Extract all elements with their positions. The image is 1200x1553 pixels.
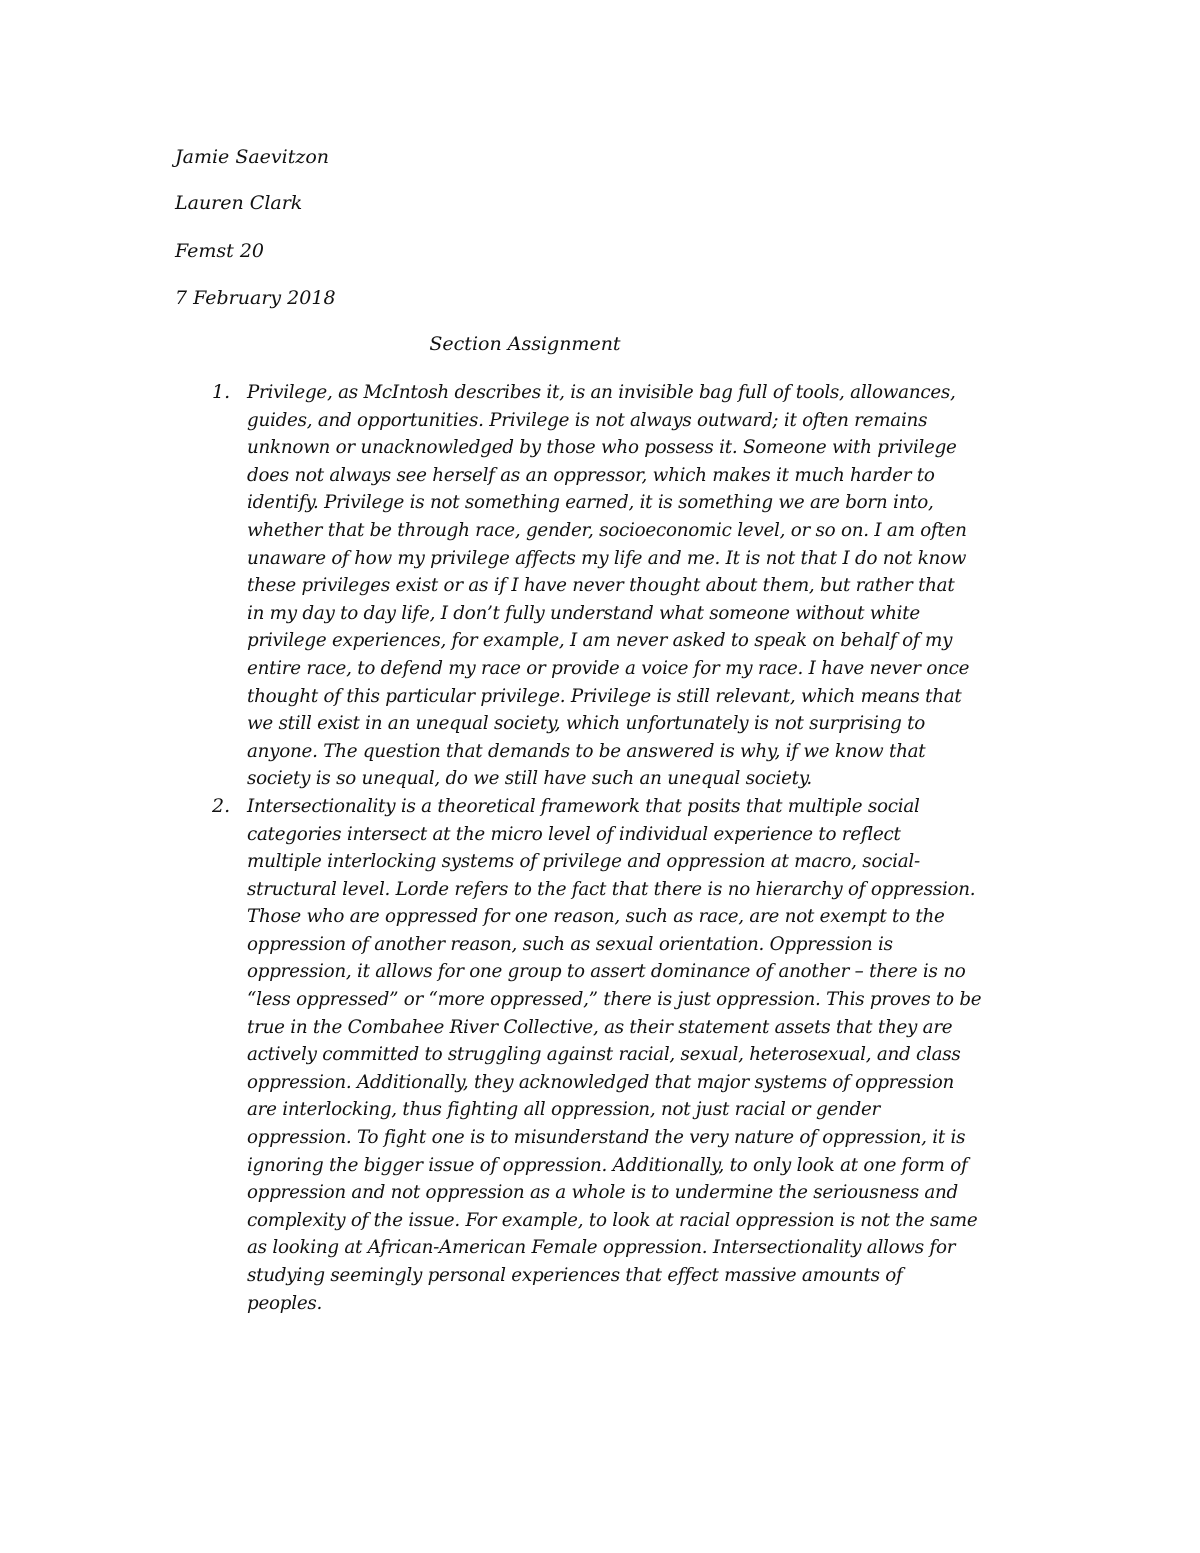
paragraph-line: thought of this particular privilege. Privilege is still relevant, which means that — [247, 685, 962, 707]
paragraph-line: does not always see herself as an oppressor, which makes it much harder to — [247, 464, 935, 486]
list-item-number: 2. — [212, 794, 231, 817]
paragraph-line: oppression and not oppression as a whole is to undermine the seriousness and — [247, 1182, 959, 1204]
numbered-list — [200, 379, 1100, 1317]
paragraph-line: identify. Privilege is not something earned, it is something we are born into, — [247, 492, 934, 514]
paragraph-line: oppression of another reason, such as sexual orientation. Oppression is — [247, 933, 893, 955]
document-title: Section Assignment — [429, 333, 621, 355]
paragraph-line: studying seemingly personal experiences that effect massive amounts of — [247, 1265, 903, 1286]
paragraph-line: guides, and opportunities. Privilege is not always outward; it often remains — [247, 409, 928, 431]
paragraph-line: we still exist in an unequal society, which unfortunately is not surprising to — [247, 713, 925, 735]
paragraph — [247, 379, 1100, 793]
paragraph-line: are interlocking, thus fighting all oppression, not just racial or gender — [247, 1099, 881, 1121]
paragraph-line: unaware of how my privilege affects my life and me. It is not that I do not know — [247, 547, 967, 569]
paragraph-line: actively committed to struggling against racial, sexual, heterosexual, and class — [247, 1044, 961, 1066]
paragraph-line: structural level. Lorde refers to the fact that there is no hierarchy of oppression. — [247, 878, 976, 900]
paragraph-line: in my day to day life, I don’t fully understand what someone without white — [247, 602, 920, 624]
paragraph-line: oppression. To fight one is to misunderstand the very nature of oppression, it is — [247, 1127, 966, 1149]
list-item — [200, 793, 1100, 1317]
list-item-number: 1. — [212, 381, 231, 403]
paragraph-line: unknown or unacknowledged by those who possess it. Someone with privilege — [247, 437, 957, 459]
paragraph-line: ignoring the bigger issue of oppression. Additionally, to only look at one form of — [247, 1154, 968, 1176]
paragraph-line: entire race, to defend my race or provide a voice for my race. I have never once — [247, 657, 970, 679]
paragraph-line: complexity of the issue. For example, to look at racial oppression is not the same — [247, 1209, 978, 1231]
instructor-name: Lauren Clark — [175, 192, 303, 214]
paragraph-line: as looking at African-American Female oppression. Intersectionality allows for — [247, 1237, 956, 1259]
paragraph-line: Intersectionality is a theoretical framework that posits that multiple social — [247, 795, 920, 817]
paragraph-line: oppression, it allows for one group to assert dominance of another – there is no — [247, 961, 966, 983]
paragraph-line: peoples. — [247, 1292, 323, 1314]
document-date: 7 February 2018 — [175, 287, 336, 309]
paragraph-line: categories intersect at the micro level of individual experience to reflect — [247, 823, 901, 845]
paragraph-line: whether that be through race, gender, socioeconomic level, or so on. I am often — [247, 519, 967, 541]
paragraph-line: true in the Combahee River Collective, as their statement assets that they are — [247, 1016, 953, 1038]
paragraph-line: anyone. The question that demands to be answered is why, if we know that — [247, 740, 926, 762]
paragraph-line: multiple interlocking systems of privilege and oppression at macro, social- — [247, 851, 920, 873]
paragraph-line: Those who are oppressed for one reason, such as race, are not exempt to the — [247, 906, 945, 928]
paragraph — [247, 793, 1100, 1317]
paragraph-line: these privileges exist or as if I have never thought about them, but rather that — [247, 575, 955, 597]
paragraph-line: “less oppressed” or “more oppressed,” there is just oppression. This proves to be — [247, 989, 982, 1011]
student-name: Jamie Saevitzon — [175, 146, 330, 168]
course-name: Femst 20 — [175, 240, 265, 262]
paragraph-line: society is so unequal, do we still have such an unequal society. — [247, 768, 812, 790]
paragraph-line: Privilege, as McIntosh describes it, is an invisible bag full of tools, allowances, — [247, 382, 956, 403]
list-item — [200, 379, 1100, 793]
paragraph-line: oppression. Additionally, they acknowledged that major systems of oppression — [247, 1071, 955, 1093]
paragraph-line: privilege experiences, for example, I am never asked to speak on behalf of my — [247, 630, 953, 652]
